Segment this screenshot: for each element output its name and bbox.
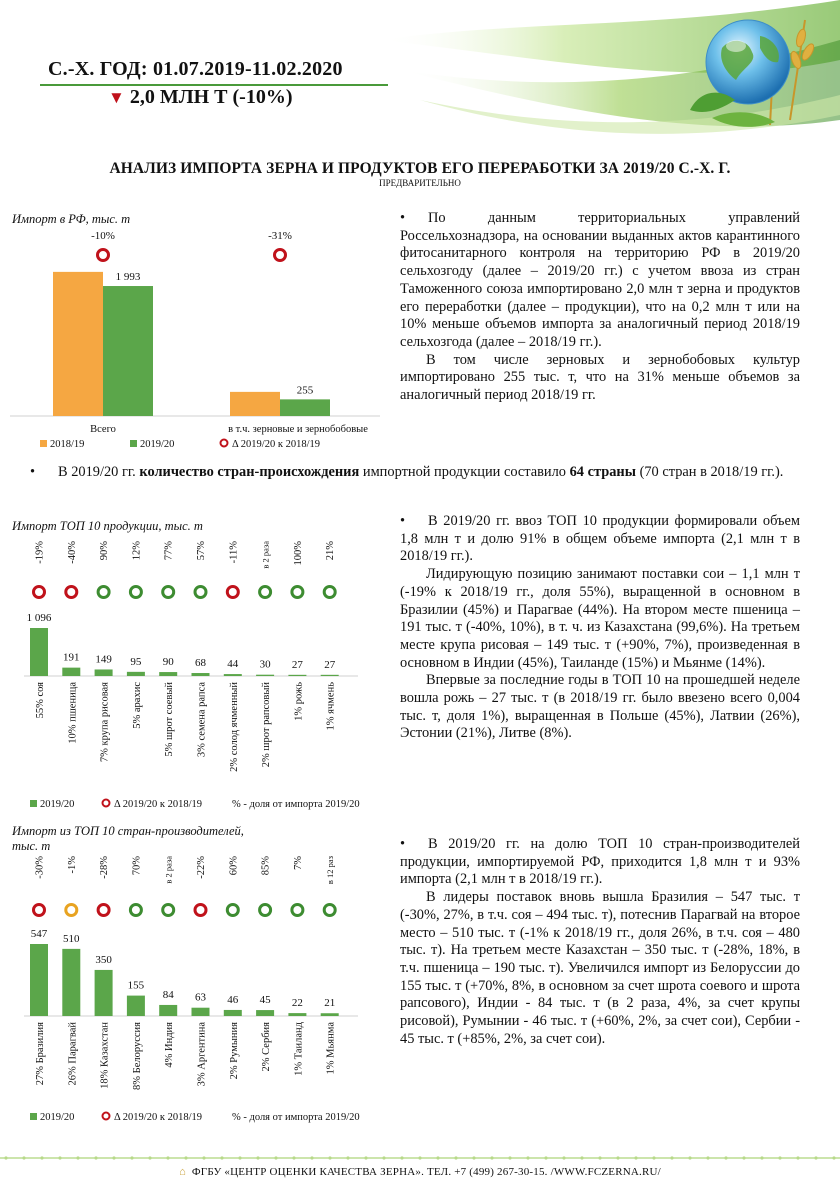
chart2-bar-6 <box>224 674 242 676</box>
chart3-value-label-9: 21 <box>324 997 336 1010</box>
chart2-category-label-5: 3% семена рапса <box>196 682 208 758</box>
chart2-category-label-0: 55% соя <box>35 682 46 719</box>
footer-dot <box>346 1156 349 1159</box>
chart2-legend-swatch <box>30 800 37 807</box>
footer-dot <box>328 1156 331 1159</box>
chart3-category-label-3: 8% Белоруссия <box>131 1022 143 1090</box>
chart3-category-label-4: 4% Индия <box>164 1022 176 1068</box>
chart3-category-label-0: 27% Бразилия <box>35 1022 46 1086</box>
chart3-delta-marker-2 <box>98 905 109 916</box>
chart1-bar-2019-20-1 <box>280 399 330 416</box>
chart1-legend-delta: Δ 2019/20 к 2018/19 <box>232 439 320 450</box>
footer-dot <box>310 1156 313 1159</box>
chart3-legend-marker <box>103 1113 110 1120</box>
chart2-delta-label-8: 100% <box>292 541 304 566</box>
chart3-category-label-2: 18% Казахстан <box>99 1022 111 1089</box>
chart3-value-label-2: 350 <box>95 953 112 966</box>
chart3-delta-label-6: 60% <box>228 856 240 876</box>
footer-dot <box>598 1156 601 1159</box>
chart2-delta-label-0: -19% <box>34 541 46 564</box>
chart2-category-label-3: 5% арахис <box>131 682 143 729</box>
footer-dot <box>832 1156 835 1159</box>
chart2-category-label-6: 2% солод ячменный <box>228 682 240 772</box>
chart3-value-label-8: 22 <box>291 997 303 1010</box>
chart3-bar-9 <box>321 1013 339 1016</box>
chart3-bar-8 <box>288 1013 306 1016</box>
chart3-delta-marker-3 <box>130 905 141 916</box>
footer-dot <box>526 1156 529 1159</box>
page-title: АНАЛИЗ ИМПОРТА ЗЕРНА И ПРОДУКТОВ ЕГО ПЕРЕРАБОТКИ ЗА 2019/20 С.-Х. Г. <box>109 160 731 177</box>
down-arrow-icon: ▼ <box>108 88 125 107</box>
footer-dot <box>256 1156 259 1159</box>
text2-p1: В 2019/20 гг. ввоз ТОП 10 продукции формировали объем 1,8 млн т и долю 91% в общем объеме импорта (2,1 млн т в 2018/19 гг.). <box>400 513 800 565</box>
chart3-bar-2 <box>95 970 113 1016</box>
chart3-delta-marker-5 <box>195 905 206 916</box>
chart2-delta-marker-6 <box>227 587 238 598</box>
footer-dot <box>58 1156 61 1159</box>
footer-dot <box>616 1156 619 1159</box>
footer-dot <box>634 1156 637 1159</box>
chart3-legend-delta: Δ 2019/20 к 2018/19 <box>114 1112 202 1123</box>
chart3-title: Импорт из ТОП 10 стран-производителей, тыс. т <box>12 824 244 853</box>
chart1-legend-2018: 2018/19 <box>50 439 85 450</box>
footer-dot <box>742 1156 745 1159</box>
chart2-value-label-8: 27 <box>291 658 303 671</box>
home-icon: ⌂ <box>179 1166 186 1178</box>
chart2-value-label-7: 30 <box>259 658 271 671</box>
chart2-category-label-4: 5% шрот соевый <box>164 682 176 757</box>
chart1-title: Импорт в РФ, тыс. т <box>12 212 131 226</box>
chart2-delta-label-7: в 2 раза <box>260 541 271 569</box>
countries-count-text: • В 2019/20 гг. количество стран-происхождения импортной продукции составило 64 страны (70 стран в 2018/19 гг.). <box>30 464 784 480</box>
chart3-value-label-4: 84 <box>162 988 174 1001</box>
chart2-bar-2 <box>95 669 113 676</box>
chart3-delta-label-8: 7% <box>292 856 304 870</box>
text-block-2 <box>400 513 800 743</box>
footer-dot <box>724 1156 727 1159</box>
total-import-delta <box>108 86 292 109</box>
footer-dot <box>274 1156 277 1159</box>
chart2-value-label-3: 95 <box>130 655 142 668</box>
chart2-legend-delta: Δ 2019/20 к 2018/19 <box>114 799 202 810</box>
chart1-delta-label-1: -31% <box>268 230 292 242</box>
chart1-legend-swatch-2019 <box>130 440 137 447</box>
chart3-delta-label-5: -22% <box>196 856 207 879</box>
text3-p1: В 2019/20 гг. на долю ТОП 10 стран-производителей продукции, импортируемой РФ, приходится 1,8 млн т и 93% импорта (2,1 млн т в 2018/19 гг.). <box>400 836 800 888</box>
chart2-delta-label-6: -11% <box>228 541 240 564</box>
footer-dot <box>148 1156 151 1159</box>
chart3-bar-4 <box>159 1005 177 1016</box>
footer-dot <box>778 1156 781 1159</box>
chart2-category-label-7: 2% шрот рапсовый <box>261 682 273 768</box>
footer-dot <box>652 1156 655 1159</box>
chart2-value-label-1: 191 <box>63 651 80 664</box>
footer-dot <box>490 1156 493 1159</box>
chart2-value-label-9: 27 <box>324 658 336 671</box>
chart2-delta-marker-4 <box>163 587 174 598</box>
chart1-value-label-1: 255 <box>296 384 314 397</box>
chart3-delta-label-0: -30% <box>34 856 46 879</box>
chart2-delta-marker-9 <box>324 587 335 598</box>
chart3-category-label-9: 1% Мьянма <box>325 1022 337 1075</box>
footer-dot <box>382 1156 385 1159</box>
footer-dot <box>562 1156 565 1159</box>
chart3-value-label-3: 155 <box>127 979 145 992</box>
chart2-bar-9 <box>321 675 339 676</box>
chart2-delta-label-9: 21% <box>325 541 337 561</box>
chart3-delta-marker-9 <box>324 905 335 916</box>
chart3-value-label-1: 510 <box>63 932 80 945</box>
chart2-bar-5 <box>192 673 210 676</box>
bullet-icon: • <box>400 513 406 529</box>
chart3-category-label-6: 2% Румыния <box>228 1022 240 1080</box>
bullet-icon: • <box>30 464 36 480</box>
chart3-delta-marker-0 <box>34 905 45 916</box>
footer-ornament <box>0 1152 840 1164</box>
chart3-bar-7 <box>256 1010 274 1016</box>
chart1-category-label-1: в т.ч. зерновые и зернобобовые <box>228 424 368 435</box>
chart3-top10-countries <box>10 852 385 1132</box>
chart3-delta-label-9: в 12 раз <box>325 856 336 885</box>
footer-dot <box>76 1156 79 1159</box>
chart2-value-label-6: 44 <box>227 658 239 671</box>
chart1-import-total <box>10 228 385 456</box>
footer-dot <box>472 1156 475 1159</box>
footer-dot <box>814 1156 817 1159</box>
chart3-delta-marker-7 <box>260 905 271 916</box>
chart2-category-label-2: 7% крупа рисовая <box>99 682 111 763</box>
chart3-bar-0 <box>30 944 48 1016</box>
chart3-bar-5 <box>192 1008 210 1016</box>
chart2-category-label-1: 10% пшеница <box>67 682 79 744</box>
text2-p2: Лидирующую позицию занимают поставки сои – 1,1 млн т (-19% к 2018/19 гг., доля 55%), выращенной в основном в Бразилии (45%) и Парагвае (44%). На втором месте пшеница – 191 тыс. т (-40%, 10%), в т. ч. из Казахстана (99,6%). На третьем месте крупа рисовая – 149 тыс. т (+90%, 7%), произведенная в основном в Индии (45%), Таиланде (15%) и Мьянме (14%). <box>400 566 800 671</box>
chart2-delta-marker-8 <box>292 587 303 598</box>
page-subtitle: ПРЕДВАРИТЕЛЬНО <box>379 178 461 188</box>
chart2-bar-7 <box>256 675 274 676</box>
footer-dot <box>706 1156 709 1159</box>
chart3-delta-label-2: -28% <box>99 856 111 879</box>
chart2-delta-label-4: 77% <box>163 541 175 561</box>
chart2-legend-2019: 2019/20 <box>40 799 75 810</box>
footer-dot <box>508 1156 511 1159</box>
text3-p2: В лидеры поставок вновь вышла Бразилия – 547 тыс. т (-30%, 27%, в т.ч. соя – 494 тыс. т), потеснив Парагвай на второе место – 510 тыс. т (-1% к 2018/19 гг., доля 26%, в т.ч. соя – 480 тыс. т). На третьем месте Казахстан – 350 тыс. т (-28%, 18%, в т.ч. пшеница – 190 тыс. т). Увеличился импорт из Белоруссии до 155 тыс. т (+70%, 8%, в основном за счет шрота соевого и шрота рапсового), Индии - 84 тыс. т (в 2 раза, 4%, за счет крупы рисовой), Румынии - 46 тыс. т (+60%, 2%, за счет сои), Сербии - 45 тыс. т (+85%, 2%, за счет сои). <box>400 889 800 1047</box>
chart3-value-label-0: 547 <box>30 928 48 940</box>
chart2-bar-4 <box>159 672 177 676</box>
chart1-legend-swatch-2018 <box>40 440 47 447</box>
chart2-delta-label-3: 12% <box>131 541 143 561</box>
footer-dot <box>418 1156 421 1159</box>
chart2-title: Импорт ТОП 10 продукции, тыс. т <box>12 519 203 533</box>
chart3-value-label-7: 45 <box>259 994 271 1007</box>
footer-dot <box>184 1156 187 1159</box>
chart3-bar-6 <box>224 1010 242 1016</box>
chart3-bar-3 <box>127 996 145 1016</box>
footer <box>0 1166 840 1178</box>
chart2-category-label-9: 1% ячмень <box>325 682 337 731</box>
chart1-value-label-0: 1 993 <box>115 271 141 284</box>
chart2-bar-8 <box>288 675 306 676</box>
chart3-legend-swatch <box>30 1113 37 1120</box>
chart2-legend-share: % - доля от импорта 2019/20 <box>232 799 360 810</box>
footer-dot <box>166 1156 169 1159</box>
chart2-bar-1 <box>62 668 80 676</box>
chart1-legend-marker <box>221 440 228 447</box>
chart2-bar-0 <box>30 628 48 676</box>
chart1-bar-2018-19-0 <box>53 272 103 416</box>
globe-icon <box>706 20 790 104</box>
chart2-delta-label-2: 90% <box>99 541 111 561</box>
footer-text: ФГБУ «ЦЕНТР ОЦЕНКИ КАЧЕСТВА ЗЕРНА». ТЕЛ. +7 (499) 267-30-15. /WWW.FCZERNA.RU/ <box>191 1166 661 1178</box>
text2-p3: Впервые за последние годы в ТОП 10 на прошедшей неделе вошла рожь – 27 тыс. т (в 2018/19 гг. было ввезено всего 0,004 тыс. т, доля 1%), выращенная в Польше (45%), Латвии (26%), Эстонии (21%), Литве (8%). <box>400 672 800 742</box>
chart2-delta-label-1: -40% <box>66 541 78 564</box>
chart1-legend-2019: 2019/20 <box>140 439 175 450</box>
chart3-delta-marker-8 <box>292 905 303 916</box>
chart3-delta-label-1: -1% <box>66 856 78 874</box>
chart2-delta-marker-0 <box>34 587 45 598</box>
chart2-value-label-5: 68 <box>195 657 206 670</box>
footer-dot <box>292 1156 295 1159</box>
chart2-value-label-4: 90 <box>162 656 174 669</box>
text-block-3 <box>400 836 800 1048</box>
footer-dot <box>670 1156 673 1159</box>
chart2-delta-marker-3 <box>130 587 141 598</box>
chart3-value-label-6: 46 <box>227 993 239 1006</box>
chart2-delta-marker-1 <box>66 587 77 598</box>
footer-dot <box>400 1156 403 1159</box>
chart3-delta-marker-1 <box>66 905 77 916</box>
bullet-icon: • <box>400 210 406 226</box>
chart3-delta-label-7: 85% <box>260 856 272 876</box>
footer-dot <box>130 1156 133 1159</box>
chart2-category-label-8: 1% рожь <box>293 682 305 721</box>
chart2-value-label-0: 1 096 <box>26 612 52 624</box>
chart3-category-label-1: 26% Парагвай <box>67 1022 79 1086</box>
chart3-category-label-7: 2% Сербия <box>261 1022 273 1072</box>
bullet-icon: • <box>400 836 406 852</box>
chart1-bar-2018-19-1 <box>230 392 280 416</box>
chart2-legend-marker <box>103 800 110 807</box>
footer-dot <box>454 1156 457 1159</box>
footer-dot <box>796 1156 799 1159</box>
footer-dot <box>580 1156 583 1159</box>
footer-dot <box>94 1156 97 1159</box>
chart1-delta-marker-1 <box>275 250 286 261</box>
season-period: С.-Х. ГОД: 01.07.2019-11.02.2020 <box>48 58 343 80</box>
footer-dot <box>202 1156 205 1159</box>
footer-dot <box>364 1156 367 1159</box>
footer-dot <box>22 1156 25 1159</box>
footer-dot <box>40 1156 43 1159</box>
chart3-legend-2019: 2019/20 <box>40 1112 75 1123</box>
footer-dot <box>544 1156 547 1159</box>
chart2-delta-marker-2 <box>98 587 109 598</box>
chart1-delta-label-0: -10% <box>91 230 115 242</box>
chart2-bar-3 <box>127 672 145 676</box>
chart3-delta-label-4: в 2 раза <box>163 856 174 884</box>
footer-dot <box>760 1156 763 1159</box>
delta-value: 2,0 МЛН Т (-10%) <box>129 86 293 108</box>
text1-p1: По данным территориальных управлений Россельхознадзора, на основании выданных актов карантинного фитосанитарного контроля на территорию РФ в 2019/20 сельхозгоду (далее – 2019/20 гг.) с учетом ввоза из стран Таможенного союза импортировано 2,0 млн т зерна и продуктов его переработки (далее – продукции), что на 0,2 млн т или на 10% меньше объемов импорта за аналогичный период 2018/19 сельхозгода (далее – 2018/19 гг.). <box>400 210 800 350</box>
chart3-legend-share: % - доля от импорта 2019/20 <box>232 1112 360 1123</box>
footer-dot <box>4 1156 7 1159</box>
chart3-category-label-8: 1% Таиланд <box>293 1022 305 1076</box>
footer-dot <box>112 1156 115 1159</box>
chart2-value-label-2: 149 <box>95 653 112 666</box>
chart3-category-label-5: 3% Аргентина <box>196 1022 208 1087</box>
footer-dot <box>220 1156 223 1159</box>
chart2-top10-products <box>10 536 385 821</box>
text1-p2: В том числе зерновых и зернобобовых культур импортировано 255 тыс. т, что на 31% меньше объемов за аналогичный период 2018/19 гг. <box>400 351 800 404</box>
chart1-category-label-0: Всего <box>90 424 116 435</box>
chart2-delta-marker-5 <box>195 587 206 598</box>
chart3-delta-marker-6 <box>227 905 238 916</box>
footer-dot <box>238 1156 241 1159</box>
chart3-delta-label-3: 70% <box>131 856 143 876</box>
chart2-delta-label-5: 57% <box>196 541 207 561</box>
chart1-delta-marker-0 <box>98 250 109 261</box>
text-block-1 <box>400 210 800 405</box>
chart3-delta-marker-4 <box>163 905 174 916</box>
chart2-delta-marker-7 <box>260 587 271 598</box>
chart1-bar-2019-20-0 <box>103 286 153 416</box>
footer-dot <box>436 1156 439 1159</box>
chart3-bar-1 <box>62 949 80 1016</box>
chart3-value-label-5: 63 <box>195 991 206 1004</box>
footer-dot <box>688 1156 691 1159</box>
